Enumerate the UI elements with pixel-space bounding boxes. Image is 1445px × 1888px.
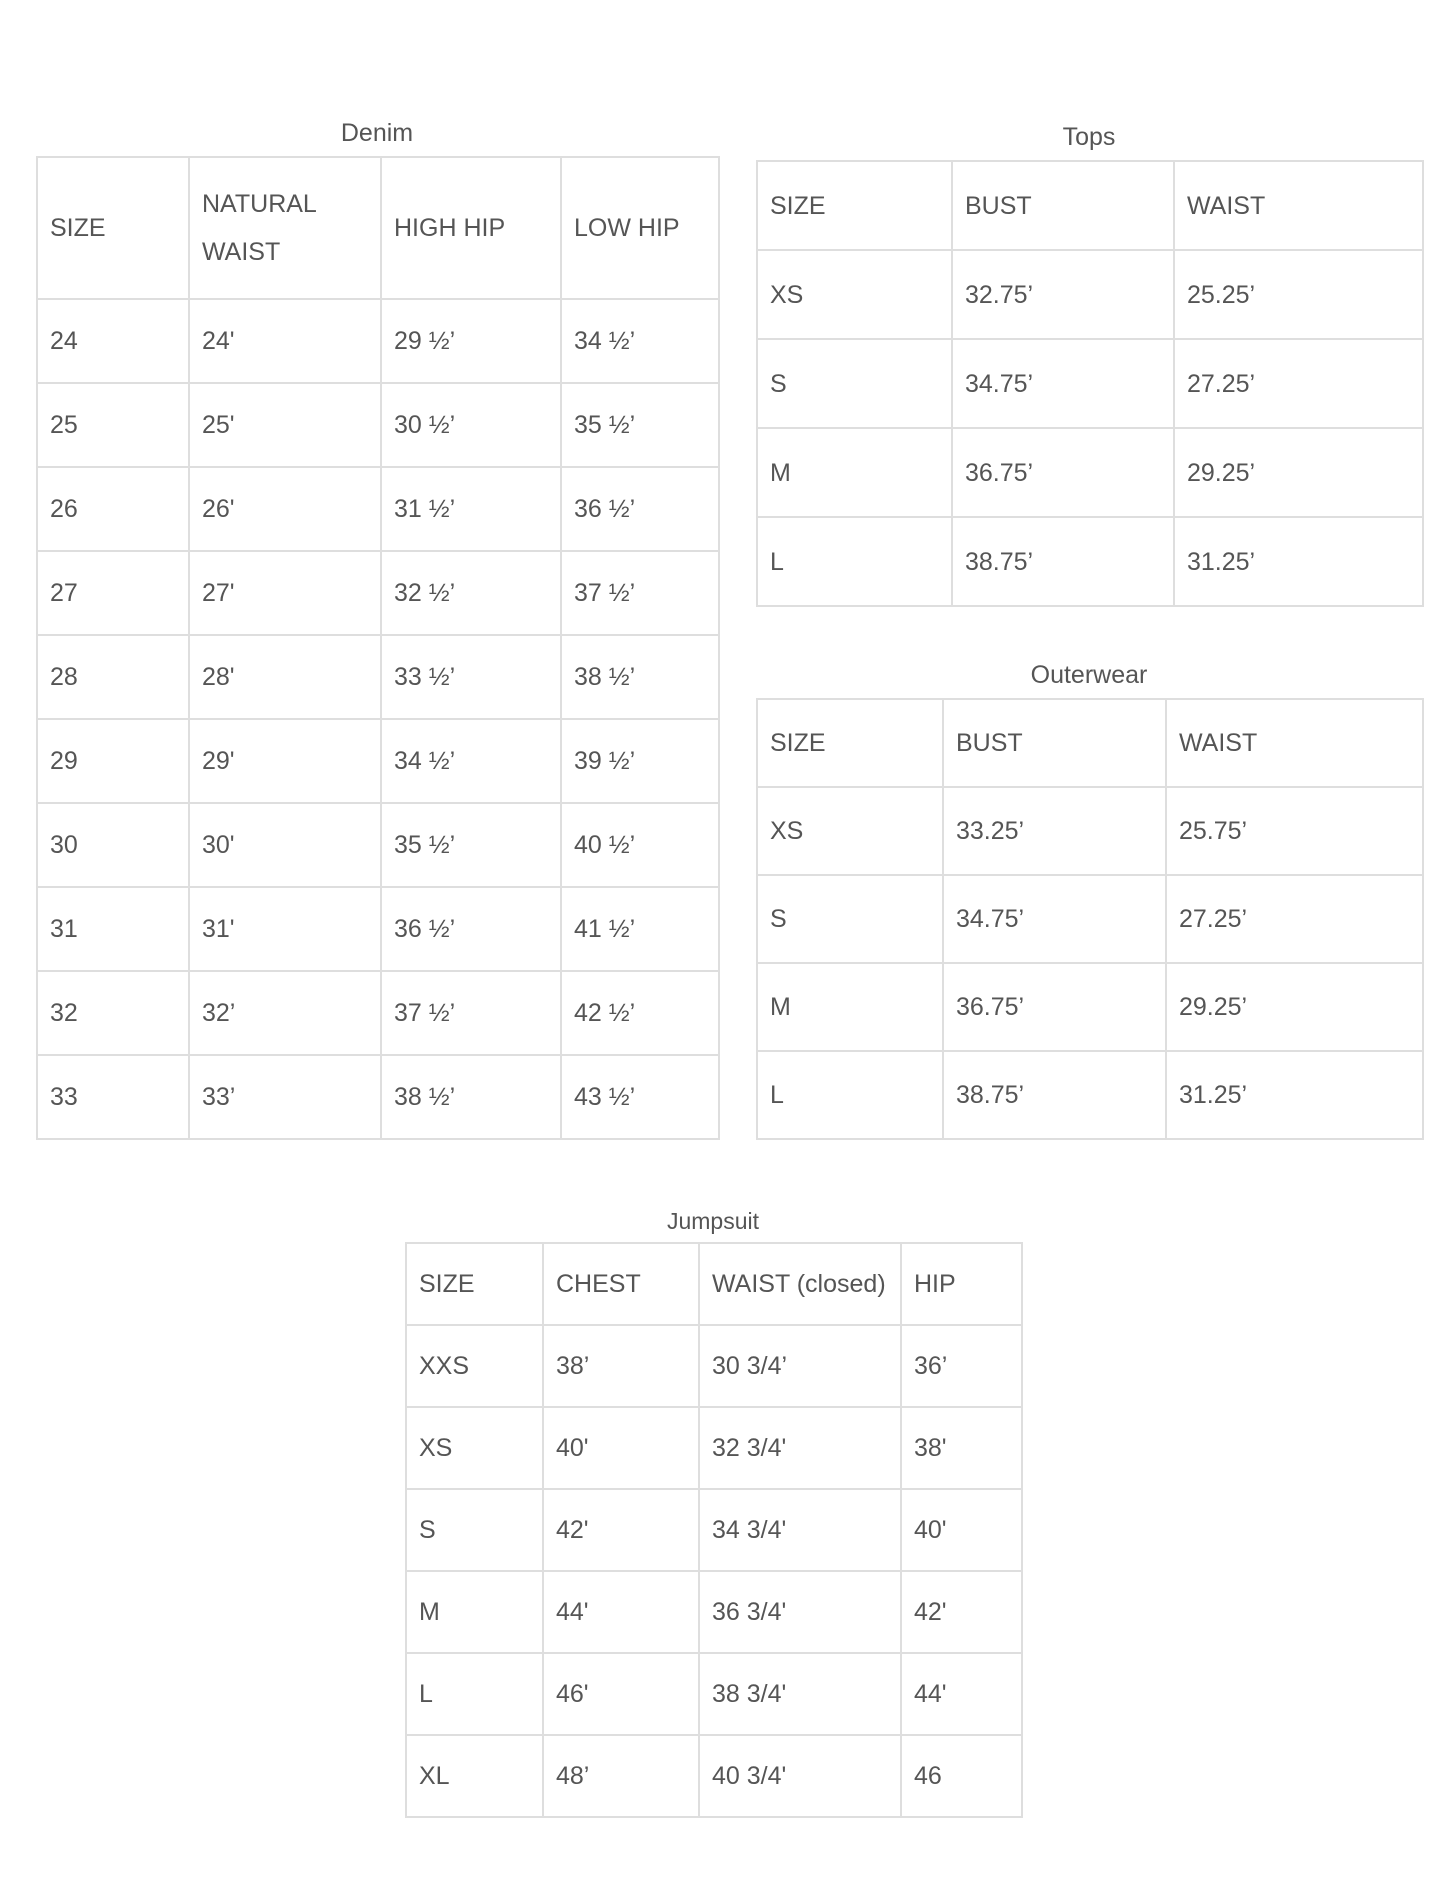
table-row xyxy=(37,719,719,803)
table-cell: 36 3/4' xyxy=(699,1571,901,1653)
table-row xyxy=(37,1055,719,1139)
table-cell: XXS xyxy=(406,1325,543,1407)
table-row xyxy=(757,517,1423,606)
table-cell: S xyxy=(406,1489,543,1571)
table-cell: 32 ½’ xyxy=(381,551,561,635)
table-cell: 42' xyxy=(543,1489,699,1571)
table-cell: 44' xyxy=(901,1653,1022,1735)
table-row xyxy=(406,1653,1022,1735)
table-cell: 36 ½’ xyxy=(381,887,561,971)
column-header-chest: CHEST xyxy=(543,1243,699,1325)
table-header-row xyxy=(757,699,1423,787)
table-cell: 35 ½’ xyxy=(381,803,561,887)
table-cell: 30 xyxy=(37,803,189,887)
table-cell: 34.75’ xyxy=(943,875,1166,963)
table-cell: 28' xyxy=(189,635,381,719)
denim-title: Denim xyxy=(340,119,414,147)
table-cell: 30 ½’ xyxy=(381,383,561,467)
table-cell: 29 xyxy=(37,719,189,803)
table-cell: 31 ½’ xyxy=(381,467,561,551)
table-cell: 29.25’ xyxy=(1174,428,1423,517)
table-cell: 34 ½’ xyxy=(381,719,561,803)
table-row xyxy=(37,299,719,383)
table-row xyxy=(37,635,719,719)
table-cell: 29.25’ xyxy=(1166,963,1423,1051)
table-cell: XL xyxy=(406,1735,543,1817)
table-cell: M xyxy=(757,428,952,517)
table-cell: 27' xyxy=(189,551,381,635)
table-cell: 29 ½’ xyxy=(381,299,561,383)
table-cell: 34 3/4' xyxy=(699,1489,901,1571)
table-cell: 34.75’ xyxy=(952,339,1174,428)
table-cell: 33.25’ xyxy=(943,787,1166,875)
table-row xyxy=(757,963,1423,1051)
table-cell: 29' xyxy=(189,719,381,803)
table-cell: L xyxy=(757,1051,943,1139)
table-cell: 25.25’ xyxy=(1174,250,1423,339)
table-cell: 32 xyxy=(37,971,189,1055)
table-cell: 30' xyxy=(189,803,381,887)
table-row xyxy=(406,1489,1022,1571)
table-cell: 46 xyxy=(901,1735,1022,1817)
column-header-low-hip: LOW HIP xyxy=(561,157,719,299)
table-cell: 38 ½’ xyxy=(381,1055,561,1139)
table-header-row xyxy=(406,1243,1022,1325)
table-cell: 28 xyxy=(37,635,189,719)
table-cell: 27.25’ xyxy=(1166,875,1423,963)
table-cell: 30 3/4’ xyxy=(699,1325,901,1407)
table-row xyxy=(757,428,1423,517)
table-cell: 27 xyxy=(37,551,189,635)
column-header-high-hip: HIGH HIP xyxy=(381,157,561,299)
table-cell: L xyxy=(757,517,952,606)
table-cell: 36.75’ xyxy=(952,428,1174,517)
table-cell: XS xyxy=(757,250,952,339)
column-header-waist: WAIST xyxy=(1166,699,1423,787)
table-cell: 42' xyxy=(901,1571,1022,1653)
table-cell: 40 ½’ xyxy=(561,803,719,887)
table-row xyxy=(37,887,719,971)
table-cell: XS xyxy=(757,787,943,875)
table-header-row xyxy=(37,157,719,299)
table-cell: M xyxy=(757,963,943,1051)
table-cell: 38.75’ xyxy=(952,517,1174,606)
table-cell: 34 ½’ xyxy=(561,299,719,383)
table-cell: 42 ½’ xyxy=(561,971,719,1055)
table-cell: 40' xyxy=(543,1407,699,1489)
table-cell: 36.75’ xyxy=(943,963,1166,1051)
table-row xyxy=(757,250,1423,339)
table-cell: 26 xyxy=(37,467,189,551)
column-header-bust: BUST xyxy=(943,699,1166,787)
table-cell: 32.75’ xyxy=(952,250,1174,339)
column-header-hip: HIP xyxy=(901,1243,1022,1325)
outerwear-title: Outerwear xyxy=(1030,661,1148,689)
table-row xyxy=(37,551,719,635)
table-cell: S xyxy=(757,875,943,963)
outerwear-table-body xyxy=(757,787,1423,1139)
table-row xyxy=(757,339,1423,428)
table-row xyxy=(37,803,719,887)
column-header-size: SIZE xyxy=(37,157,189,299)
table-cell: 44' xyxy=(543,1571,699,1653)
table-cell: 48’ xyxy=(543,1735,699,1817)
table-cell: 38 3/4' xyxy=(699,1653,901,1735)
table-cell: 36’ xyxy=(901,1325,1022,1407)
table-cell: 31' xyxy=(189,887,381,971)
outerwear-table xyxy=(756,698,1424,1140)
denim-table xyxy=(36,156,720,1140)
table-header-row xyxy=(757,161,1423,250)
table-cell: 37 ½’ xyxy=(561,551,719,635)
table-cell: 41 ½’ xyxy=(561,887,719,971)
jumpsuit-table xyxy=(405,1242,1023,1818)
table-row xyxy=(37,467,719,551)
table-cell: M xyxy=(406,1571,543,1653)
column-header-size: SIZE xyxy=(757,699,943,787)
table-cell: 27.25’ xyxy=(1174,339,1423,428)
column-header-waist: WAIST xyxy=(1174,161,1423,250)
table-cell: 39 ½’ xyxy=(561,719,719,803)
table-cell: S xyxy=(757,339,952,428)
table-row xyxy=(37,383,719,467)
table-cell: 37 ½’ xyxy=(381,971,561,1055)
tops-table-body xyxy=(757,250,1423,606)
table-cell: 38' xyxy=(901,1407,1022,1489)
table-cell: XS xyxy=(406,1407,543,1489)
table-cell: 25 xyxy=(37,383,189,467)
tops-table xyxy=(756,160,1424,607)
table-row xyxy=(757,787,1423,875)
table-cell: 24' xyxy=(189,299,381,383)
table-cell: 25.75’ xyxy=(1166,787,1423,875)
table-cell: 38 ½’ xyxy=(561,635,719,719)
column-header-bust: BUST xyxy=(952,161,1174,250)
table-cell: 35 ½’ xyxy=(561,383,719,467)
jumpsuit-title: Jumpsuit xyxy=(666,1208,760,1234)
table-cell: 46' xyxy=(543,1653,699,1735)
table-row xyxy=(406,1325,1022,1407)
table-cell: 43 ½’ xyxy=(561,1055,719,1139)
table-cell: 26' xyxy=(189,467,381,551)
column-header-size: SIZE xyxy=(757,161,952,250)
table-cell: 32’ xyxy=(189,971,381,1055)
table-cell: 31.25’ xyxy=(1166,1051,1423,1139)
table-row xyxy=(406,1735,1022,1817)
table-row xyxy=(37,971,719,1055)
table-cell: 38’ xyxy=(543,1325,699,1407)
table-row xyxy=(757,1051,1423,1139)
table-cell: 40 3/4' xyxy=(699,1735,901,1817)
jumpsuit-table-body xyxy=(406,1325,1022,1817)
table-cell: 25' xyxy=(189,383,381,467)
table-row xyxy=(406,1407,1022,1489)
table-cell: 36 ½’ xyxy=(561,467,719,551)
table-cell: 33 xyxy=(37,1055,189,1139)
table-row xyxy=(757,875,1423,963)
denim-table-body xyxy=(37,299,719,1139)
table-cell: 31 xyxy=(37,887,189,971)
column-header-natural-waist: NATURAL WAIST xyxy=(189,157,381,299)
column-header-size: SIZE xyxy=(406,1243,543,1325)
table-cell: L xyxy=(406,1653,543,1735)
table-cell: 40' xyxy=(901,1489,1022,1571)
table-row xyxy=(406,1571,1022,1653)
table-cell: 38.75’ xyxy=(943,1051,1166,1139)
tops-title: Tops xyxy=(1062,123,1116,151)
table-cell: 33’ xyxy=(189,1055,381,1139)
table-cell: 24 xyxy=(37,299,189,383)
column-header-waist-closed: WAIST (closed) xyxy=(699,1243,901,1325)
table-cell: 32 3/4' xyxy=(699,1407,901,1489)
table-cell: 31.25’ xyxy=(1174,517,1423,606)
table-cell: 33 ½’ xyxy=(381,635,561,719)
